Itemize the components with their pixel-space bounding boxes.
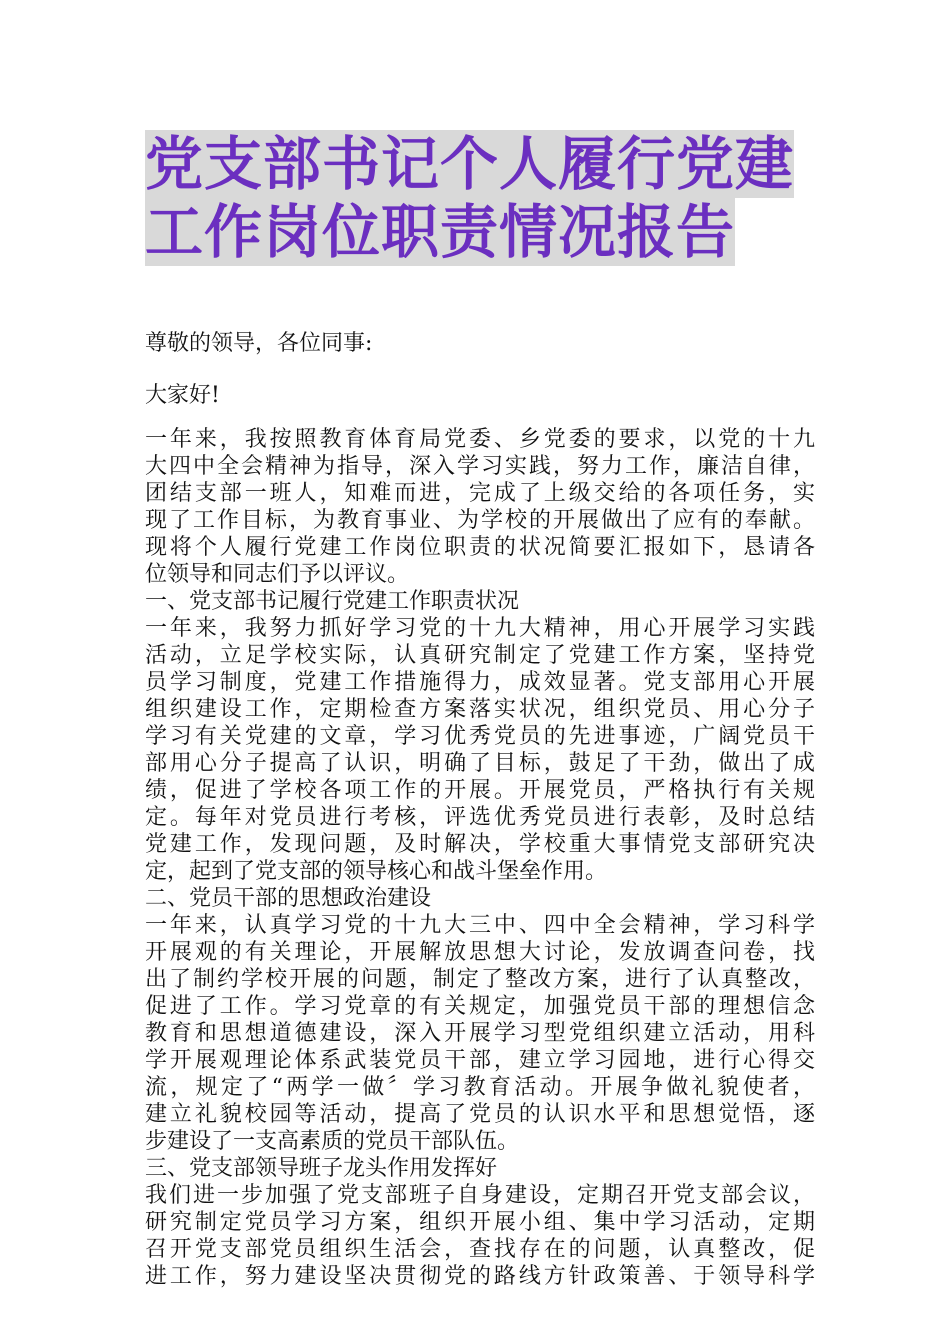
text-line: 我们进一步加强了党支部班子自身建设，定期召开党支部会议， <box>145 1183 815 1208</box>
text-line: 组织建设工作，定期检查方案落实状况，组织党员、用心分子 <box>145 697 815 722</box>
text-line: 促进了工作。学习党章的有关规定，加强党员干部的理想信念 <box>145 994 815 1019</box>
text-line: 步建设了一支高素质的党员干部队伍。 <box>145 1129 520 1154</box>
salutation: 尊敬的领导，各位同事: <box>145 331 373 356</box>
text-line: 部用心分子提高了认识，明确了目标，鼓足了干劲，做出了成 <box>145 751 815 776</box>
report-body <box>145 426 815 1290</box>
greeting-hello: 大家好! <box>145 383 220 408</box>
text-line: 教育和思想道德建设，深入开展学习型党组织建立活动，用科 <box>145 1021 815 1046</box>
text-line: 大四中全会精神为指导，深入学习实践，努力工作，廉洁自律， <box>145 454 815 479</box>
document-title <box>145 130 815 266</box>
text-line: 出了制约学校开展的问题，制定了整改方案，进行了认真整改， <box>145 967 815 992</box>
text-line: 绩，促进了学校各项工作的开展。开展党员，严格执行有关规 <box>145 778 815 803</box>
text-line: 员学习制度，党建工作措施得力，成效显著。党支部用心开展 <box>145 670 815 695</box>
text-line: 一年来，我按照教育体育局党委、乡党委的要求，以党的十九 <box>145 427 815 452</box>
title-line-1: 党支部书记个人履行党建 <box>145 130 795 198</box>
text-line: 活动，立足学校实际，认真研究制定了党建工作方案，坚持党 <box>145 643 815 668</box>
text-line: 一年来，认真学习党的十九大三中、四中全会精神，学习科学 <box>145 913 815 938</box>
section-heading-3: 三、党支部领导班子龙头作用发挥好 <box>145 1156 498 1181</box>
text-line: 现了工作目标，为教育事业、为学校的开展做出了应有的奉献。 <box>145 508 815 533</box>
text-line: 位领导和同志们予以评议。 <box>145 562 410 587</box>
text-line: 流，规定了“两学一做〞学习教育活动。开展争做礼貌使者， <box>145 1075 815 1100</box>
text-line: 定。每年对党员进行考核，评选优秀党员进行表彰，及时总结 <box>145 805 815 830</box>
text-line: 团结支部一班人，知难而进，完成了上级交给的各项任务，实 <box>145 481 815 506</box>
section-heading-2: 二、党员干部的思想政治建设 <box>145 886 432 911</box>
section-heading-1: 一、党支部书记履行党建工作职责状况 <box>145 589 520 614</box>
title-line-2: 工作岗位职责情况报告 <box>145 198 736 266</box>
text-line: 建立礼貌校园等活动，提高了党员的认识水平和思想觉悟，逐 <box>145 1102 815 1127</box>
text-line: 现将个人履行党建工作岗位职责的状况简要汇报如下，恳请各 <box>145 535 815 560</box>
document-page <box>145 130 815 1289</box>
text-line: 党建工作，发现问题，及时解决，学校重大事情党支部研究决 <box>145 832 815 857</box>
text-line: 开展观的有关理论，开展解放思想大讨论，发放调查问卷，找 <box>145 940 815 965</box>
text-line: 一年来，我努力抓好学习党的十九大精神，用心开展学习实践 <box>145 616 815 641</box>
text-line: 召开党支部党员组织生活会，查找存在的问题，认真整改，促 <box>145 1237 815 1262</box>
text-line: 学习有关党建的文章，学习优秀党员的先进事迹，广阔党员干 <box>145 724 815 749</box>
text-line: 学开展观理论体系武装党员干部，建立学习园地，进行心得交 <box>145 1048 815 1073</box>
text-line: 进工作，努力建设坚决贯彻党的路线方针政策善、于领导科学 <box>145 1264 815 1289</box>
text-line: 研究制定党员学习方案，组织开展小组、集中学习活动，定期 <box>145 1210 815 1235</box>
text-line: 定，起到了党支部的领导核心和战斗堡垒作用。 <box>145 859 608 884</box>
